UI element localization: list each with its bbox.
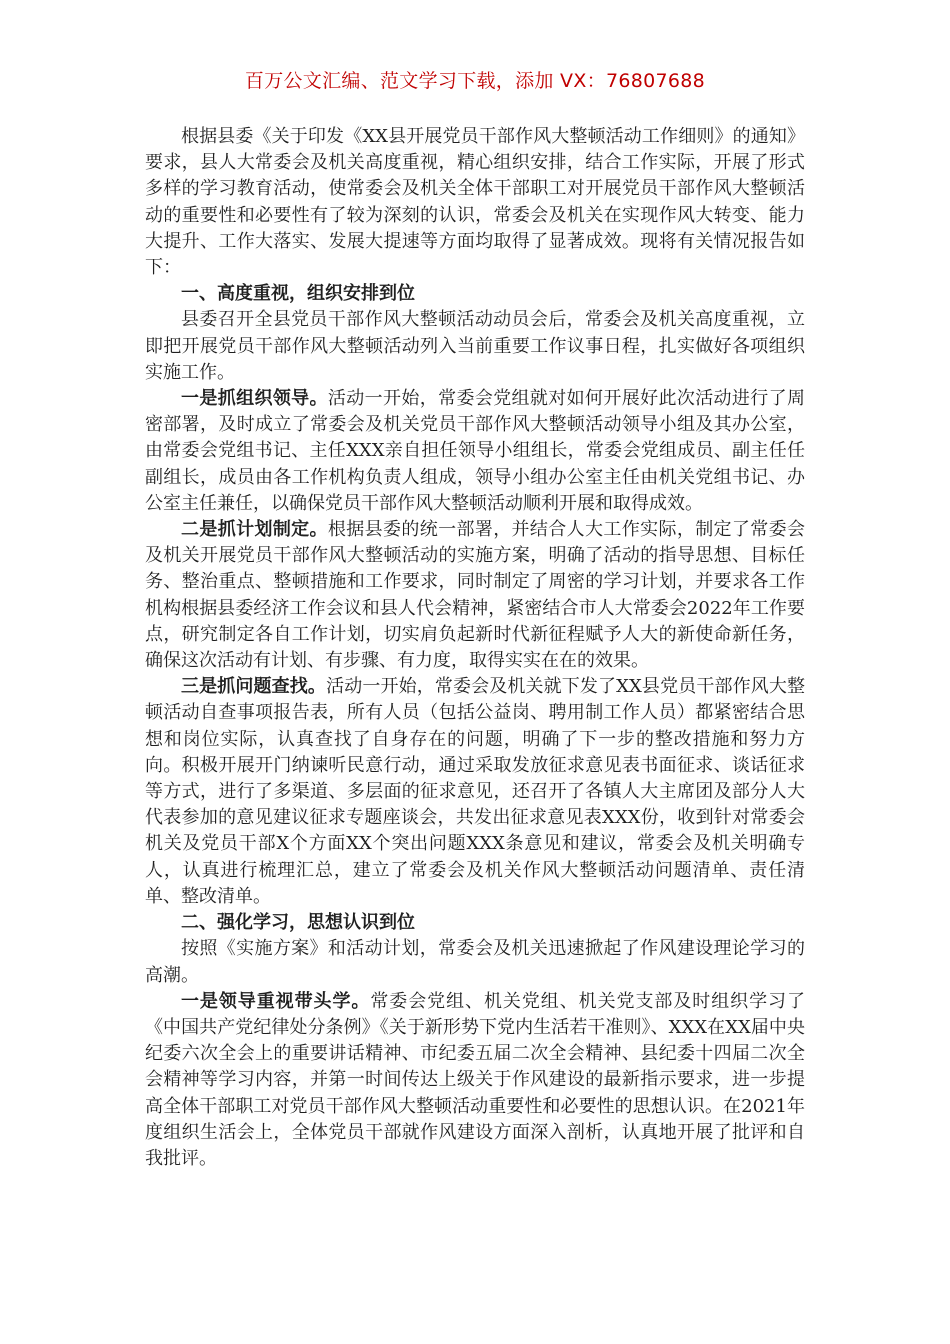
section-heading: 二、强化学习，思想认识到位 [181, 912, 415, 934]
body-paragraph: 按照《实施方案》和活动计划，常委会及机关迅速掀起了作风建设理论学习的高潮。 [145, 938, 805, 986]
body-paragraph: 三是抓问题查找。活动一开始，常委会及机关就下发了XX县党员干部作风大整顿活动自查事项报告表，所有人员（包括公益岗、聘用制工作人员）都紧密结合思想和岗位实际，认真查找了自身存在的问题，明确了下一步的整改措施和努力方向。积极开展开门纳谏听民意行动，通过采取发放征求意见表书面征求、谈话征求等方式，进行了多渠道、多层面的征求意见，还召开了各镇人大主席团及部分人大代表参加的意见建议征求专题座谈会，共发出征求意见表XXX份，收到针对常委会机关及党员干部X个方面XX个突出问题XXX条意见和建议，常委会及机关明确专人，认真进行梳理汇总，建立了常委会及机关作风大整顿活动问题清单、责任清单、整改清单。 [145, 676, 805, 907]
promo-banner: 百万公文汇编、范文学习下载，添加 VX：76807688 [244, 70, 706, 92]
document-body [145, 124, 805, 1172]
body-paragraph: 县委召开全县党员干部作风大整顿活动动员会后，常委会及机关高度重视，立即把开展党员干部作风大整顿活动列入当前重要工作议事日程，扎实做好各项组织实施工作。 [145, 309, 805, 383]
body-paragraph: 一是领导重视带头学。常委会党组、机关党组、机关党支部及时组织学习了《中国共产党纪律处分条例》《关于新形势下党内生活若干准则》、XXX在XX届中央纪委六次全会上的重要讲话精神、市纪委五届二次全会精神、县纪委十四届二次全会精神等学习内容，并第一时间传达上级关于作风建设的最新指示要求，进一步提高全体干部职工对党员干部作风大整顿活动重要性和必要性的思想认识。在2021年度组织生活会上，全体党员干部就作风建设方面深入剖析，认真地开展了批评和自我批评。 [145, 990, 805, 1169]
section-heading: 一、高度重视，组织安排到位 [181, 283, 415, 305]
intro-paragraph: 根据县委《关于印发《XX县开展党员干部作风大整顿活动工作细则》的通知》要求，县人大常委会及机关高度重视，精心组织安排，结合工作实际，开展了形式多样的学习教育活动，使常委会及机关全体干部职工对开展党员干部作风大整顿活动的重要性和必要性有了较为深刻的认识，常委会及机关在实现作风大转变、能力大提升、工作大落实、发展大提速等方面均取得了显著成效。现将有关情况报告如下： [145, 126, 805, 279]
body-paragraph: 二是抓计划制定。根据县委的统一部署，并结合人大工作实际，制定了常委会及机关开展党员干部作风大整顿活动的实施方案，明确了活动的指导思想、目标任务、整治重点、整顿措施和工作要求，同时制定了周密的学习计划，并要求各工作机构根据县委经济工作会议和县人代会精神，紧密结合市人大常委会2022年工作要点，研究制定各自工作计划，切实肩负起新时代新征程赋予人大的新使命新任务，确保这次活动有计划、有步骤、有力度，取得实实在在的效果。 [145, 519, 806, 672]
body-paragraph: 一是抓组织领导。活动一开始，常委会党组就对如何开展好此次活动进行了周密部署，及时成立了常委会及机关党员干部作风大整顿活动领导小组及其办公室，由常委会党组书记、主任XXX亲自担任领导小组组长，常委会党组成员、副主任任副组长，成员由各工作机构负责人组成，领导小组办公室主任由机关党组书记、办公室主任兼任，以确保党员干部作风大整顿活动顺利开展和取得成效。 [145, 388, 806, 514]
